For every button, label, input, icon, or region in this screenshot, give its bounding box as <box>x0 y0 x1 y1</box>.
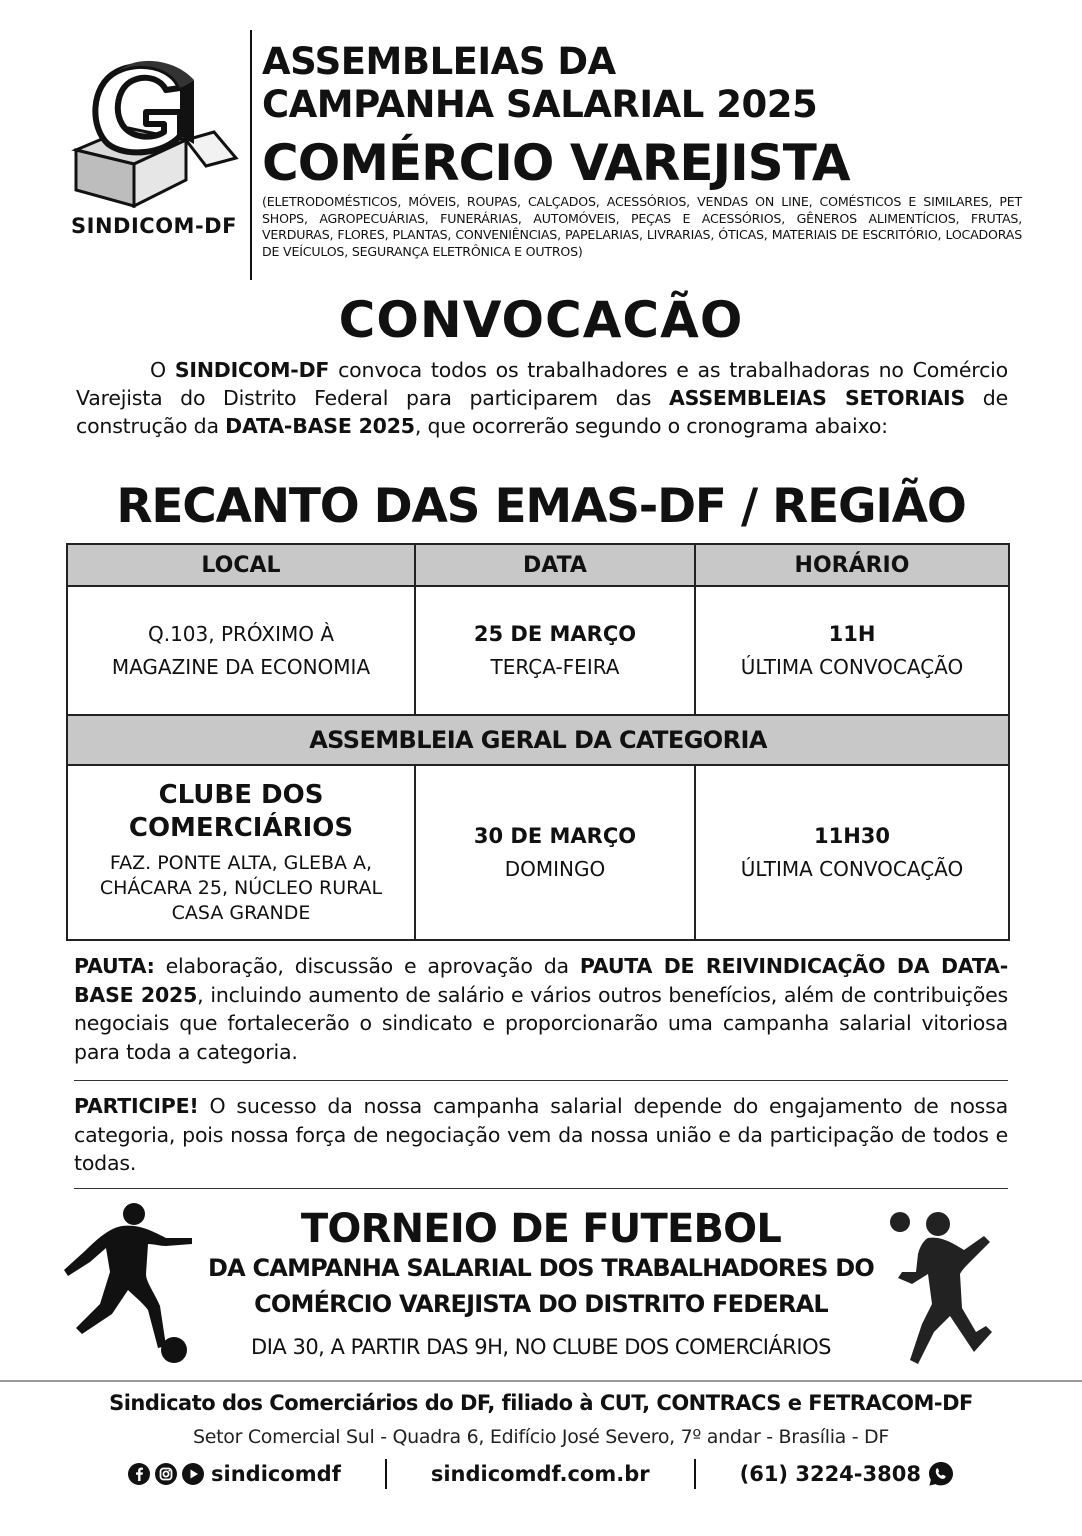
header-data: DATA <box>416 545 696 587</box>
row2-date: 30 DE MARÇO DOMINGO <box>416 766 696 939</box>
footer-affiliation: Sindicato dos Comerciários do DF, filiado à CUT, CONTRACS e FETRACOM-DF <box>109 1391 973 1415</box>
convocacao-paragraph: O SINDICOM-DF convoca todos os trabalhadores e as trabalhadoras no Comércio Varejista do Distrito Federal para participarem das ASSEMBLEIAS SETORIAIS de construção da DATA-BASE 2025, que ocorrerão segundo o cronograma abaixo: <box>76 358 1008 438</box>
row1-time: 11H ÚLTIMA CONVOCAÇÃO <box>696 587 1008 716</box>
schedule-table <box>66 543 1010 941</box>
youtube-icon[interactable] <box>181 1462 205 1486</box>
divider <box>74 1188 1008 1189</box>
footer-address: Setor Comercial Sul - Quadra 6, Edifício José Severo, 7º andar - Brasília - DF <box>192 1426 890 1448</box>
org-name: SINDICOM-DF <box>174 358 330 382</box>
title-line-1: ASSEMBLEIAS DA <box>262 40 616 83</box>
row1-local: Q.103, PRÓXIMO À MAGAZINE DA ECONOMIA <box>68 587 416 716</box>
social-handle[interactable]: sindicomdf <box>211 1462 341 1486</box>
footer-divider <box>0 1380 1082 1382</box>
phone-number[interactable]: (61) 3224-3808 <box>739 1462 921 1486</box>
participe-paragraph: PARTICIPE! O sucesso da nossa campanha salarial depende do engajamento de nossa categoria, pois nossa força de negociação vem da nossa união e da participação de todos e todas. <box>74 1094 1008 1175</box>
header <box>0 0 1082 290</box>
header-local: LOCAL <box>68 545 416 587</box>
footer-contacts <box>0 1456 1082 1492</box>
divider <box>74 1080 1008 1081</box>
row1-date: 25 DE MARÇO TERÇA-FEIRA <box>416 587 696 716</box>
convocacao-title: CONVOCACÃO <box>338 291 744 349</box>
title-line-3: COMÉRCIO VAREJISTA <box>262 134 850 192</box>
logo-text: SINDICOM-DF <box>71 214 237 238</box>
pauta-paragraph: PAUTA: elaboração, discussão e aprovação da PAUTA DE REIVINDICAÇÃO DA DATA-BASE 2025, incluindo aumento de salário e vários outros benefícios, além de contribuições negociais que fortalecerão o sindicato e proporcionarão uma campanha salarial vitoriosa para toda a categoria. <box>74 954 1009 1064</box>
social-icons <box>127 1462 205 1486</box>
torneio-subtitle-2: COMÉRCIO VAREJISTA DO DISTRITO FEDERAL <box>254 1290 828 1318</box>
torneio-subtitle-1: DA CAMPANHA SALARIAL DOS TRABALHADORES DO <box>208 1254 874 1282</box>
separator <box>385 1459 387 1489</box>
row2-local: CLUBE DOS COMERCIÁRIOS FAZ. PONTE ALTA, GLEBA A, CHÁCARA 25, NÚCLEO RURAL CASA GRANDE <box>68 766 416 939</box>
header-horario: HORÁRIO <box>696 545 1008 587</box>
facebook-icon[interactable] <box>127 1462 151 1486</box>
website-link[interactable]: sindicomdf.com.br <box>430 1462 650 1486</box>
sectors-list: (ELETRODOMÉSTICOS, MÓVEIS, ROUPAS, CALÇADOS, ACESSÓRIOS, VENDAS ON LINE, COMÉSTICOS E SIMILARES, PET SHOPS, AGROPECUÁRIAS, FUNERÁRIAS, AUTOMÓVEIS, PEÇAS E ACESSÓRIOS, GÊNEROS ALIMENTÍCIOS, FRUTAS, VERDURAS, FLORES, PLANTAS, CONVENIÊNCIAS, PAPELARIAS, LIVRARIAS, ÓTICAS, MATERIAIS DE ESCRITÓRIO, LOCADORAS DE VEÍCULOS, SEGURANÇA ELETRÔNICA E OUTROS) <box>262 194 1022 259</box>
general-assembly-header: ASSEMBLEIA GERAL DA CATEGORIA <box>68 716 1008 766</box>
title-line-2: CAMPANHA SALARIAL 2025 <box>262 83 818 126</box>
separator <box>694 1459 696 1489</box>
row2-time: 11H30 ÚLTIMA CONVOCAÇÃO <box>740 823 964 881</box>
torneio-when: DIA 30, A PARTIR DAS 9H, NO CLUBE DOS COMERCIÁRIOS <box>251 1335 831 1359</box>
torneio-title: TORNEIO DE FUTEBOL <box>300 1206 782 1252</box>
region-title: RECANTO DAS EMAS-DF / REGIÃO <box>116 479 966 534</box>
whatsapp-icon[interactable] <box>927 1460 955 1488</box>
sindicom-logo-icon <box>68 58 240 208</box>
header-divider <box>250 30 252 280</box>
instagram-icon[interactable] <box>154 1462 178 1486</box>
